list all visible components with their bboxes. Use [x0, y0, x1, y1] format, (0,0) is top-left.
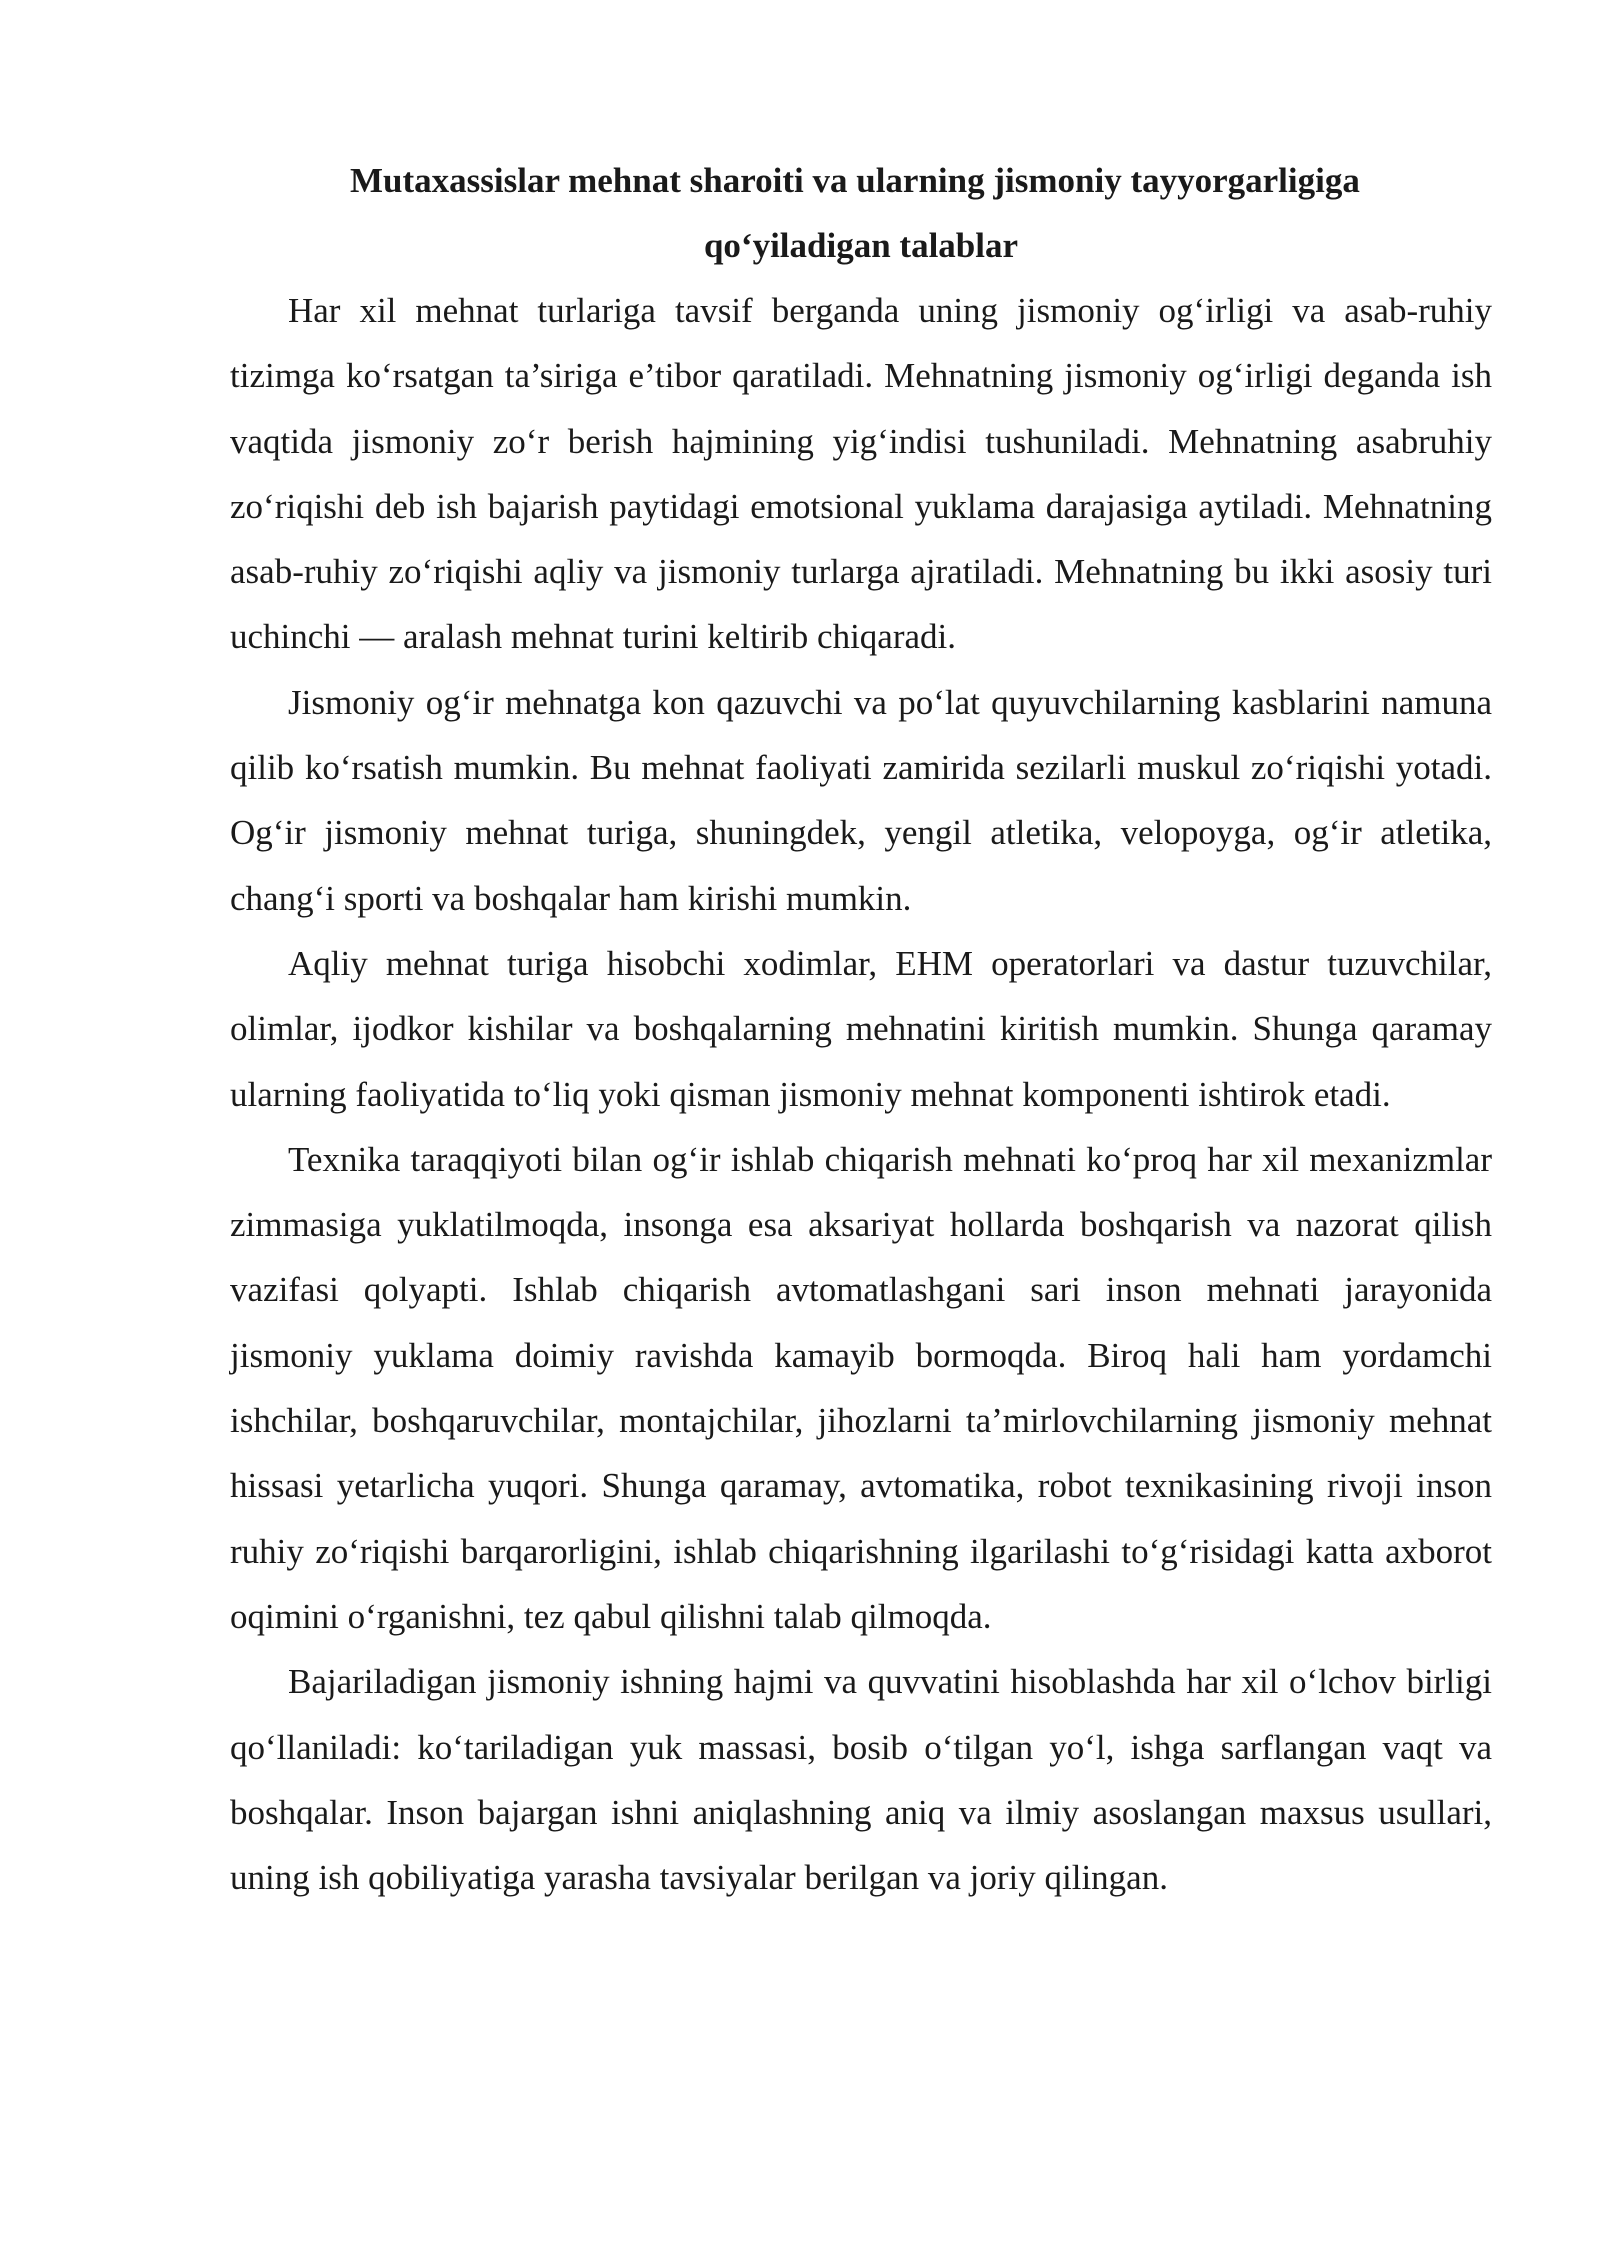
paragraph-3: Aqliy mehnat turiga hisobchi xodimlar, EHM operatorlari va dastur tuzuvchilar, olimlar, ijodkor kishilar va boshqalarning mehnatini kiritish mumkin. Shunga qaramay ularning faoliyatida to‘liq yoki qisman jismoniy mehnat komponenti ishtirok etadi. — [230, 943, 1492, 1114]
document-page — [230, 148, 1492, 1910]
document-title — [230, 148, 1492, 278]
title-line-1: Mutaxassislar mehnat sharoiti va ularning jismoniy tayyorgarligiga — [350, 161, 1360, 200]
paragraph-2: Jismoniy og‘ir mehnatga kon qazuvchi va po‘lat quyuvchilarning kasblarini namuna qilib ko‘rsatish mumkin. Bu mehnat faoliyati zamirida sezilarli muskul zo‘riqishi yotadi. Og‘ir jismoniy mehnat turiga, shuningdek, yengil atletika, velopoyga, og‘ir atletika, chang‘i sporti va boshqalar ham kirishi mumkin. — [230, 682, 1492, 918]
paragraph-5: Bajariladigan jismoniy ishning hajmi va quvvatini hisoblashda har xil o‘lchov birligi qo‘llaniladi: ko‘tariladigan yuk massasi, bosib o‘tilgan yo‘l, ishga sarflangan vaqt va boshqalar. Inson bajargan ishni aniqlashning aniq va ilmiy asoslangan maxsus usullari, uning ish qobiliyatiga yarasha tavsiyalar berilgan va joriy qilingan. — [230, 1662, 1492, 1898]
paragraph-1: Har xil mehnat turlariga tavsif berganda uning jismoniy og‘irligi va asab-ruhiy tizimga ko‘rsatgan ta’siriga e’tibor qaratiladi. Mehnatning jismoniy og‘irligi deganda ish vaqtida jismoniy zo‘r berish hajmining yig‘indisi tushuniladi. Mehnatning asabruhiy zo‘riqishi deb ish bajarish paytidagi emotsional yuklama darajasiga aytiladi. Mehnatning asab-ruhiy zo‘riqishi aqliy va jismoniy turlarga ajratiladi. Mehnatning bu ikki asosiy turi uchinchi — aralash mehnat turini keltirib chiqaradi. — [230, 291, 1492, 657]
title-line-2: qo‘yiladigan talablar — [703, 226, 1019, 265]
paragraph-4: Texnika taraqqiyoti bilan og‘ir ishlab chiqarish mehnati ko‘proq har xil mexanizmlar zimmasiga yuklatilmoqda, insonga esa aksariyat hollarda boshqarish va nazorat qilish vazifasi qolyapti. Ishlab chiqarish avtomatlashgani sari inson mehnati jarayonida jismoniy yuklama doimiy ravishda kamayib bormoqda. Biroq hali ham yordamchi ishchilar, boshqaruvchilar, montajchilar, jihozlarni ta’mirlovchilarning jismoniy mehnat hissasi yetarlicha yuqori. Shunga qaramay, avtomatika, robot texnikasining rivoji inson ruhiy zo‘riqishi barqarorligini, ishlab chiqarishning ilgarilashi to‘g‘risidagi katta axborot oqimini o‘rganishni, tez qabul qilishni talab qilmoqda. — [230, 1139, 1492, 1636]
